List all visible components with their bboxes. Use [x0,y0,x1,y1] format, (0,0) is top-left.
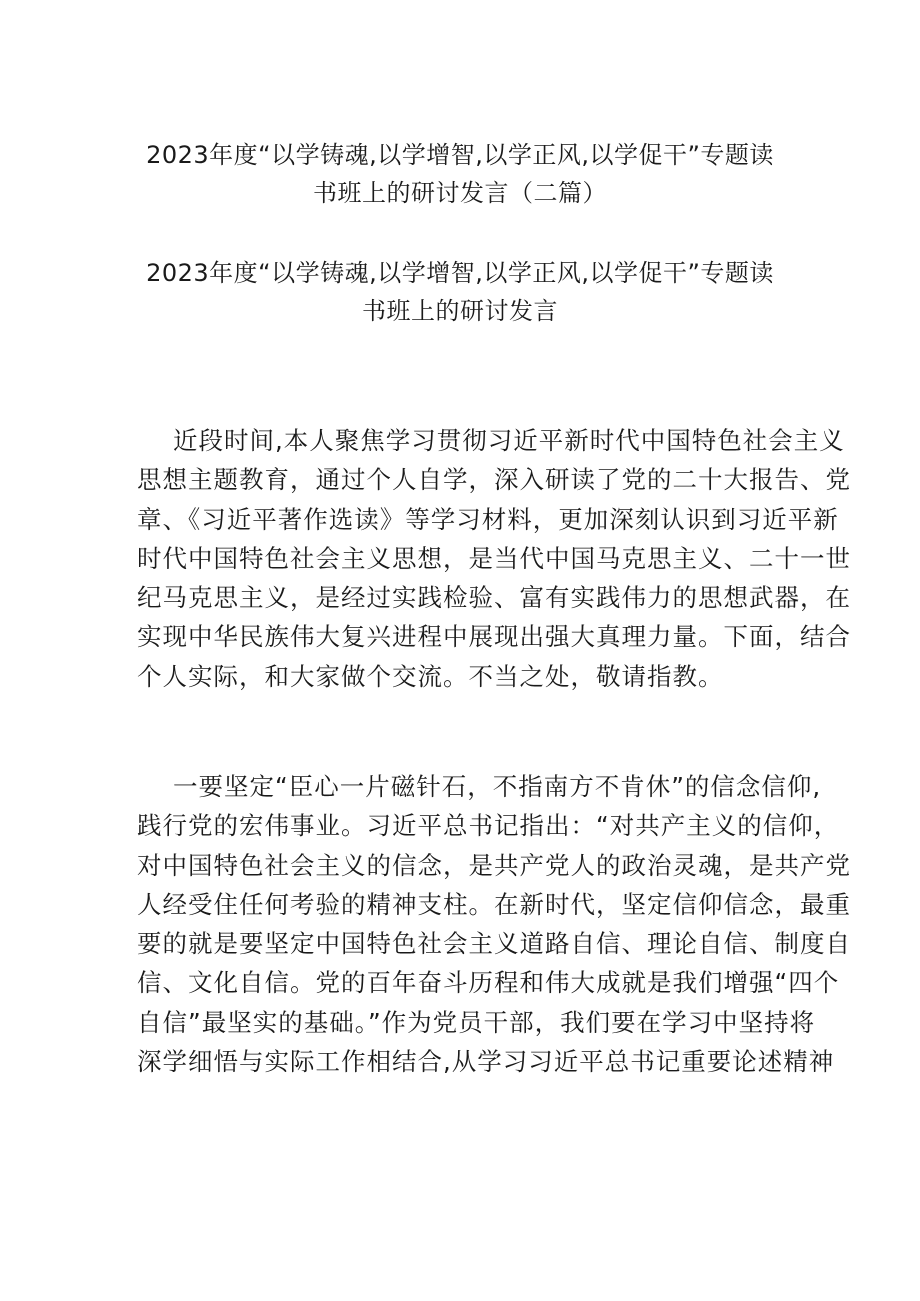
text-line: 信、文化自信。党的百年奋斗历程和伟大成就是我们增强“四个 [137,968,840,998]
text-line: 章、《习近平著作选读》等学习材料，更加深刻认识到习近平新 [137,504,839,534]
main-title-line: 2023年度“以学铸魂,以学增智,以学正风,以学促干”专题读 [146,141,774,169]
paragraph-intro [137,421,851,696]
main-title [0,136,920,212]
text-line: 思想主题教育，通过个人自学，深入研读了党的二十大报告、党 [137,465,851,495]
text-line: 人经受住任何考验的精神支柱。在新时代，坚定信仰信念，最重 [137,889,851,919]
text-line: 个人实际，和大家做个交流。不当之处，敬请指教。 [137,661,724,691]
text-line: 一要坚定“臣心一片磁针石，不指南方不肯休”的信念信仰, [173,772,822,801]
text-line: 践行党的宏伟事业。习近平总书记指出：“对共产主义的信仰， [137,811,840,841]
text-line: 纪马克思主义，是经过实践检验、富有实践伟力的思想武器，在 [137,583,851,613]
paragraph-point-one [137,767,851,1081]
main-title-line: 书班上的研讨发言（二篇） [313,179,607,207]
text-line: 时代中国特色社会主义思想，是当代中国马克思主义、二十一世 [137,543,851,573]
text-line: 近段时间,本人聚焦学习贯彻习近平新时代中国特色社会主义 [173,426,845,455]
text-line: 实现中华民族伟大复兴进程中展现出强大真理力量。下面，结合 [137,622,851,652]
text-line: 自信”最坚实的基础。”作为党员干部，我们要在学习中坚持将 [137,1007,816,1037]
text-line: 深学细悟与实际工作相结合,从学习习近平总书记重要论述精神 [137,1047,835,1077]
sub-title-line: 书班上的研讨发言 [362,297,558,325]
sub-title [0,254,920,330]
text-line: 要的就是要坚定中国特色社会主义道路自信、理论自信、制度自 [137,929,851,959]
sub-title-line: 2023年度“以学铸魂,以学增智,以学正风,以学促干”专题读 [146,259,774,287]
text-line: 对中国特色社会主义的信念，是共产党人的政治灵魂，是共产党 [137,850,851,880]
